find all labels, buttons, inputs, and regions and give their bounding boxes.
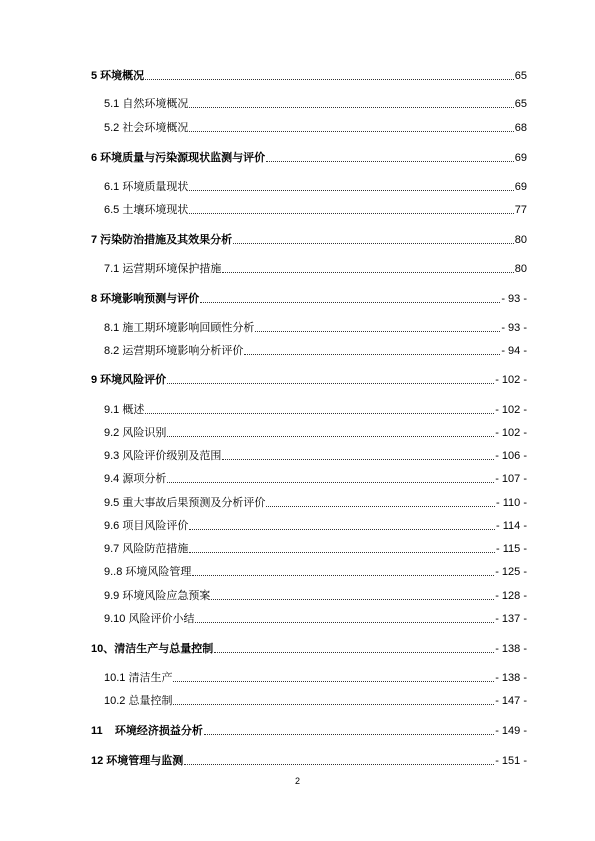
- dot-leader: [211, 599, 494, 600]
- dot-leader: [173, 704, 494, 705]
- toc-entry-title: 10.1 清洁生产: [104, 672, 173, 684]
- dot-leader: [214, 652, 494, 653]
- toc-entry-title: 6 环境质量与污染源现状监测与评价: [91, 152, 266, 164]
- toc-entry-9[interactable]: [91, 373, 527, 387]
- dot-leader: [266, 161, 514, 162]
- toc-entry-8[interactable]: [91, 292, 527, 306]
- toc-entry-page: - 93 -: [501, 322, 527, 334]
- toc-entry-title: 9..8 环境风险管理: [104, 566, 192, 578]
- toc-entry-page: - 149 -: [495, 725, 527, 737]
- toc-entry-page: 80: [514, 263, 527, 275]
- toc-entry-8-1[interactable]: [104, 321, 527, 335]
- toc-entry-title: 12 环境管理与监测: [91, 755, 184, 767]
- toc-entry-9-2[interactable]: [104, 426, 527, 440]
- toc-entry-page: 77: [514, 204, 527, 216]
- dot-leader: [145, 79, 514, 80]
- dot-leader: [233, 243, 514, 244]
- dot-leader: [189, 213, 513, 214]
- dot-leader: [244, 354, 500, 355]
- toc-entry-title: 6.1 环境质量现状: [104, 181, 189, 193]
- toc-entry-page: - 138 -: [495, 672, 527, 684]
- toc-entry-page: - 102 -: [495, 374, 527, 386]
- toc-entry-page: - 151 -: [495, 755, 527, 767]
- toc-entry-10-2[interactable]: [104, 694, 527, 708]
- toc-entry-title: 5.1 自然环境概况: [104, 98, 189, 110]
- dot-leader: [167, 383, 494, 384]
- toc-entry-title: 6.5 土壤环境现状: [104, 204, 189, 216]
- toc-entry-page: - 107 -: [495, 473, 527, 485]
- toc-entry-page: - 106 -: [495, 450, 527, 462]
- toc-entry-title: 9.10 风险评价小结: [104, 613, 195, 625]
- toc-entry-9-4[interactable]: [104, 472, 527, 486]
- toc-entry-page: 80: [514, 234, 527, 246]
- dot-leader: [222, 459, 494, 460]
- toc-entry-11[interactable]: [91, 724, 527, 738]
- dot-leader: [192, 575, 494, 576]
- toc-entry-page: 65: [514, 70, 527, 82]
- toc-entry-title: 9.3 风险评价级别及范围: [104, 450, 222, 462]
- toc-entry-title: 8.2 运营期环境影响分析评价: [104, 345, 244, 357]
- page-number: 2: [294, 776, 300, 786]
- dot-leader: [167, 482, 494, 483]
- toc-entry-page: - 138 -: [495, 643, 527, 655]
- toc-entry-title: 9.6 项目风险评价: [104, 520, 189, 532]
- toc-entry-title: 9.5 重大事故后果预测及分析评价: [104, 497, 266, 509]
- toc-entry-page: - 128 -: [495, 590, 527, 602]
- toc-entry-9-9[interactable]: [104, 589, 527, 603]
- dot-leader: [200, 302, 500, 303]
- toc-entry-title: 9 环境风险评价: [91, 374, 167, 386]
- toc-entry-9-10[interactable]: [104, 612, 527, 626]
- toc-entry-title: 9.4 源项分析: [104, 473, 167, 485]
- toc-entry-title: 9.9 环境风险应急预案: [104, 590, 211, 602]
- toc-entry-5-2[interactable]: [104, 121, 527, 135]
- toc-entry-title: 9.1 概述: [104, 404, 145, 416]
- dot-leader: [189, 131, 513, 132]
- toc-entry-7-1[interactable]: [104, 262, 527, 276]
- dot-leader: [189, 190, 513, 191]
- toc-entry-title: 5 环境概况: [91, 70, 145, 82]
- toc-entry-10-1[interactable]: [104, 671, 527, 685]
- toc-entry-title: 7 污染防治措施及其效果分析: [91, 234, 233, 246]
- toc-entry-8-2[interactable]: [104, 344, 527, 358]
- toc-entry-6[interactable]: [91, 151, 527, 165]
- dot-leader: [167, 436, 494, 437]
- toc-entry-page: - 147 -: [495, 695, 527, 707]
- toc-entry-9-3[interactable]: [104, 449, 527, 463]
- dot-leader: [173, 681, 494, 682]
- dot-leader: [145, 413, 494, 414]
- toc-entry-page: - 114 -: [496, 520, 527, 532]
- toc-entry-title: 10.2 总量控制: [104, 695, 173, 707]
- toc-entry-9-5[interactable]: [104, 496, 527, 510]
- dot-leader: [204, 734, 494, 735]
- toc-entry-page: 65: [514, 98, 527, 110]
- toc-entry-page: - 94 -: [501, 345, 527, 357]
- toc-entry-title: 7.1 运营期环境保护措施: [104, 263, 222, 275]
- dot-leader: [189, 107, 513, 108]
- toc-entry-page: - 102 -: [495, 427, 527, 439]
- toc-entry-5-1[interactable]: [104, 97, 527, 111]
- toc-entry-page: 68: [514, 122, 527, 134]
- toc-entry-title: 9.2 风险识别: [104, 427, 167, 439]
- toc-entry-9-7[interactable]: [104, 542, 527, 556]
- dot-leader: [195, 622, 494, 623]
- dot-leader: [189, 552, 495, 553]
- toc-entry-title: 9.7 风险防范措施: [104, 543, 189, 555]
- toc-entry-page: 69: [514, 181, 527, 193]
- toc-entry-page: - 115 -: [496, 543, 527, 555]
- toc-entry-title: 11 环境经济损益分析: [91, 725, 203, 737]
- toc-entry-10[interactable]: [91, 642, 527, 656]
- toc-entry-5[interactable]: [91, 69, 527, 83]
- toc-entry-page: - 137 -: [495, 613, 527, 625]
- toc-entry-9-1[interactable]: [104, 403, 527, 417]
- toc-entry-6-5[interactable]: [104, 203, 527, 217]
- dot-leader: [184, 764, 494, 765]
- toc-entry-title: 8.1 施工期环境影响回顾性分析: [104, 322, 255, 334]
- toc-entry-page: - 93 -: [501, 293, 527, 305]
- toc-entry-title: 10、清洁生产与总量控制: [91, 643, 214, 655]
- toc-entry-title: 5.2 社会环境概况: [104, 122, 189, 134]
- dot-leader: [189, 529, 495, 530]
- toc-entry-9-6[interactable]: [104, 519, 527, 533]
- toc-entry-page: - 110 -: [496, 497, 527, 509]
- toc-entry-page: - 125 -: [495, 566, 527, 578]
- dot-leader: [266, 506, 495, 507]
- toc-entry-7[interactable]: [91, 233, 527, 247]
- toc-entry-page: 69: [514, 152, 527, 164]
- dot-leader: [222, 272, 513, 273]
- toc-entry-6-1[interactable]: [104, 180, 527, 194]
- toc-entry-12[interactable]: [91, 754, 527, 768]
- dot-leader: [255, 331, 500, 332]
- toc-entry-title: 8 环境影响预测与评价: [91, 293, 200, 305]
- toc-entry-page: - 102 -: [495, 404, 527, 416]
- toc-entry-9-8[interactable]: [104, 565, 527, 579]
